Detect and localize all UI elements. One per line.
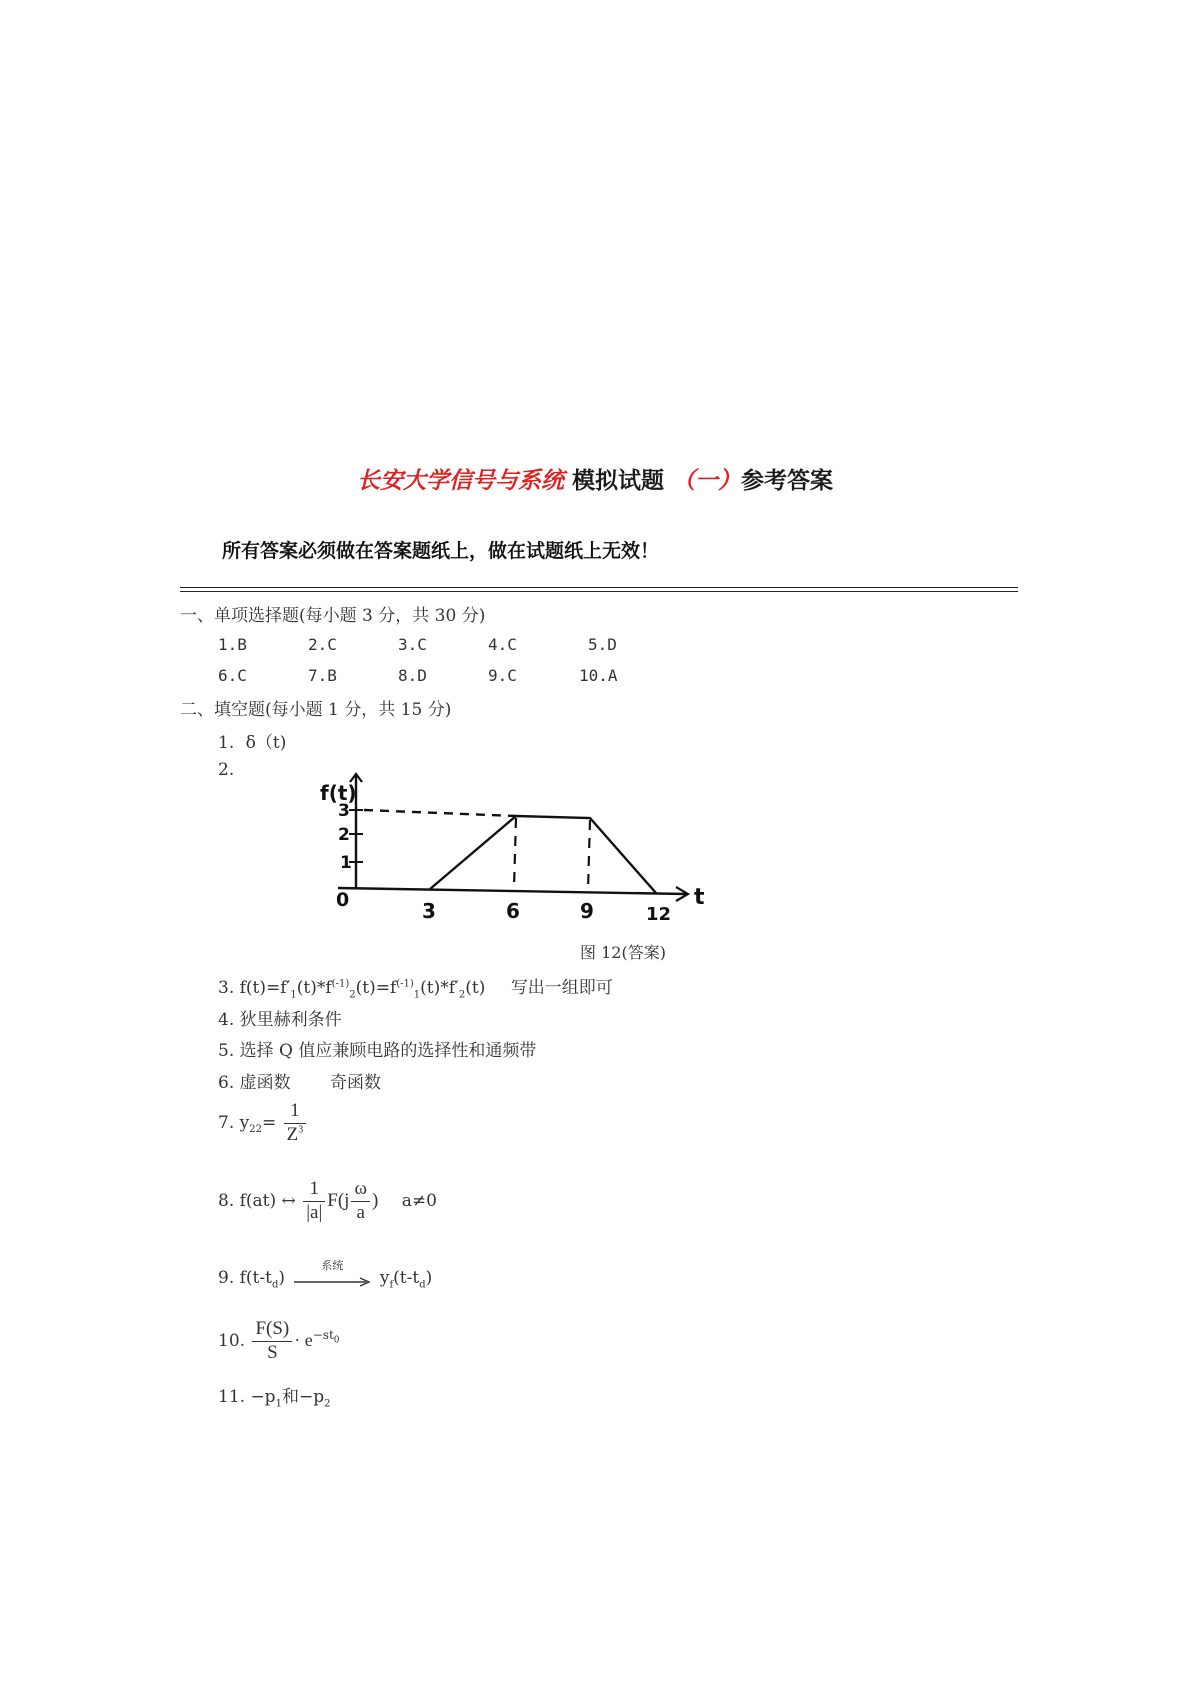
dashed-level-3	[364, 810, 516, 816]
q3-sup-1: (-1)	[331, 978, 350, 990]
q10-exp-sub: 0	[333, 1335, 340, 1346]
fill-q6	[218, 1068, 381, 1093]
q3-sub-4: 2	[458, 989, 466, 1001]
title-school: 长安大学信号与系统	[356, 468, 564, 494]
answer-4: 4.C	[488, 635, 517, 654]
fill-q5: 5. 选择 Q 值应兼顾电路的选择性和通频带	[218, 1041, 537, 1061]
q3-sup-2: (-1)	[396, 978, 414, 990]
fill-q9	[218, 1258, 433, 1291]
fill-q1-num: 1.	[218, 733, 235, 753]
q9-close-1: )	[278, 1268, 286, 1288]
q8-numerator-2: ω	[351, 1178, 370, 1202]
q11-sub-2: 2	[324, 1398, 331, 1410]
signal-curve	[430, 816, 656, 893]
q10-lead: 10.	[218, 1330, 246, 1351]
q7-den-base: Z	[286, 1123, 299, 1145]
divider-top	[180, 587, 1018, 588]
q7-fraction	[284, 1100, 307, 1147]
q3-note: 写出一组即可	[510, 978, 613, 998]
q11-mid: 和−p	[281, 1387, 325, 1407]
answer-9: 9.C	[488, 666, 517, 685]
q7-lead: 7. y	[218, 1112, 250, 1133]
q11-sub-1: 1	[275, 1398, 282, 1410]
fill-q11	[218, 1382, 330, 1409]
section2-heading: 二、填空题(每小题 1 分，共 15 分)	[180, 700, 452, 720]
q11-lead: 11. −p	[218, 1387, 276, 1407]
q9-sub-2: f	[389, 1279, 394, 1291]
title-exam: 模拟试题	[572, 468, 664, 494]
q3-part-i: (t)*f′	[420, 978, 459, 998]
q6-answer-b: 奇函数	[330, 1073, 382, 1093]
q10-numerator: F(S)	[252, 1318, 292, 1342]
figure-xtick-6: 6	[506, 899, 520, 923]
title-number: （一）	[672, 468, 742, 494]
q9-system-arrow	[292, 1258, 372, 1289]
q9-arrow-label: 系统	[321, 1258, 344, 1272]
q9-close-2: )	[425, 1268, 433, 1288]
q7-numerator: 1	[284, 1100, 307, 1124]
q3-sub-3: 1	[413, 989, 421, 1001]
section1-heading: 一、单项选择题(每小题 3 分，共 30 分)	[180, 606, 486, 626]
figure-xtick-3: 3	[422, 899, 436, 923]
answer-2: 2.C	[308, 635, 337, 654]
q9-lead: 9. f(t-t	[218, 1268, 272, 1288]
answer-8: 8.D	[398, 666, 427, 685]
q10-fraction	[252, 1318, 292, 1365]
q7-sub: 22	[249, 1124, 262, 1136]
figure-origin: 0	[336, 889, 350, 911]
figure-xlabel: t	[694, 885, 705, 910]
q8-condition: a≠0	[401, 1190, 437, 1211]
figure-ylabel: f(t)	[320, 781, 357, 805]
q6-answer-a: 6. 虚函数	[218, 1073, 291, 1093]
fill-q4: 4. 狄里赫利条件	[218, 1010, 342, 1030]
fill-q7	[218, 1100, 308, 1147]
fill-q2-num: 2.	[218, 760, 235, 780]
q9-sub-1: d	[271, 1279, 279, 1291]
page-title	[0, 462, 1190, 495]
answer-1: 1.B	[218, 635, 247, 654]
title-answer: 参考答案	[741, 468, 834, 494]
q9-out: y	[379, 1268, 390, 1288]
trapezoid-figure	[318, 770, 718, 930]
q8-denominator-1: |a|	[306, 1201, 323, 1223]
q7-den-exp: 3	[298, 1124, 304, 1136]
figure-ytick-2: 2	[338, 825, 350, 845]
q8-fraction-1	[303, 1178, 325, 1225]
q9-out-2: (t-t	[393, 1268, 420, 1288]
q10-exp: −st	[312, 1328, 334, 1343]
answer-5: 5.D	[588, 635, 617, 654]
answer-3: 3.C	[398, 635, 427, 654]
q3-part-a: 3. f(t)=f′	[218, 978, 291, 998]
q10-denominator: S	[267, 1341, 278, 1363]
q3-part-c: (t)*f	[296, 978, 332, 998]
answer-10: 10.A	[579, 666, 618, 685]
q7-eq: =	[261, 1112, 277, 1133]
dashed-t6	[514, 818, 516, 888]
fill-q1	[218, 728, 286, 753]
q9-sub-3: d	[419, 1279, 426, 1291]
q10-exp-base: · e	[294, 1329, 313, 1350]
dashed-t9	[588, 820, 590, 890]
q8-mid: F(j	[327, 1189, 350, 1211]
figure-ytick-3: 3	[338, 801, 350, 821]
notice-text: 所有答案必须做在答案题纸上，做在试题纸上无效！	[222, 540, 660, 562]
q8-fraction-2	[351, 1178, 370, 1225]
q8-lead: 8. f(at) ↔	[218, 1190, 296, 1211]
q7-denominator	[284, 1124, 307, 1147]
q8-close: )	[371, 1189, 379, 1211]
q3-sub-2: 2	[349, 989, 356, 1001]
divider-bottom	[180, 591, 1018, 592]
figure-ytick-1: 1	[340, 853, 352, 873]
figure-caption: 图 12(答案)	[580, 943, 666, 962]
figure-xtick-12: 12	[646, 904, 672, 925]
answer-6: 6.C	[218, 666, 247, 685]
q3-part-k: (t)	[465, 978, 486, 998]
fill-q3	[218, 973, 613, 1000]
fill-q10	[218, 1318, 340, 1365]
q3-part-f: (t)=f	[355, 978, 397, 998]
q3-sub-1: 1	[290, 989, 297, 1001]
q8-numerator-1: 1	[303, 1178, 325, 1202]
figure-xtick-9: 9	[580, 899, 594, 923]
answer-7: 7.B	[308, 666, 337, 685]
right-arrow-icon	[292, 1277, 372, 1287]
fill-q1-answer: δ（t)	[245, 733, 287, 753]
fill-q8	[218, 1178, 437, 1225]
x-axis	[338, 888, 686, 894]
q8-denominator-2: a	[356, 1201, 365, 1223]
